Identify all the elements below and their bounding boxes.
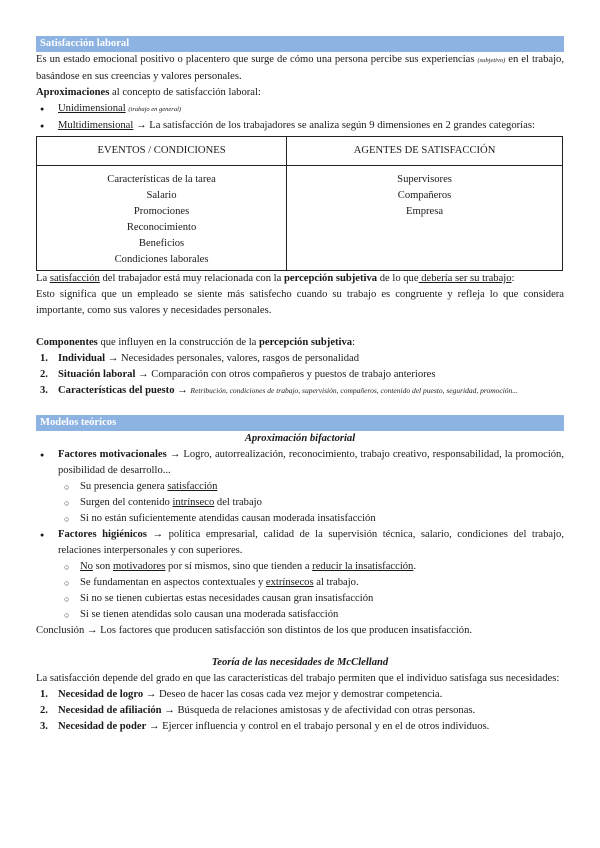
table-item: Salario (146, 190, 177, 201)
list-item: ● Multidimensional → La satisfacción de los trabajadores se analiza según 9 dimensiones en 2 grandes categorías: (36, 118, 564, 134)
approaches-list (36, 101, 564, 134)
components-line: Componentes que influyen en la construcción de la percepción subjetiva: (36, 337, 356, 348)
table-item: Reconocimiento (126, 222, 197, 233)
table-item: Características de la tarea (107, 174, 216, 185)
document-page (36, 36, 564, 735)
list-item: 2. Situación laboral → Comparación con otros compañeros y puestos de trabajo anteriores (40, 369, 436, 380)
needs-list (36, 687, 564, 735)
list-item: ○ Surgen del contenido intrínseco del trabajo (36, 495, 564, 511)
approaches-line: Aproximaciones al concepto de satisfacción laboral: (36, 87, 261, 98)
motivational-sublist (36, 479, 564, 527)
list-item: ○ Si se tienen atendidas solo causan una moderada satisfacción (36, 607, 564, 623)
table-item: Compañeros (397, 190, 452, 201)
section-title-modelos: Modelos teóricos (36, 415, 564, 431)
hygienic-sublist (36, 559, 564, 623)
list-item: 3. Necesidad de poder → Ejercer influencia y control en el trabajo personal y en el de otros individuos. (40, 721, 490, 732)
table-header-eventos: EVENTOS / CONDICIONES (37, 137, 287, 166)
list-item: ● Unidimensional (trabajo en general) (36, 101, 564, 118)
table-cell-eventos (37, 166, 287, 271)
list-item: ○ Si no se tienen cubiertas estas necesidades causan gran insatisfacción (36, 591, 564, 607)
table-cell-agentes (287, 166, 563, 271)
section-title-satisfaccion: Satisfacción laboral (36, 36, 564, 52)
intro-note: (subjetivo) (477, 57, 506, 64)
conclusion-line: Conclusión → Los factores que producen satisfacción son distintos de los que producen insatisfacción. (36, 625, 473, 636)
table-item: Beneficios (138, 238, 185, 249)
list-item: ○ Si no están suficientemente atendidas causan moderada insatisfacción (36, 511, 564, 527)
table-item: Condiciones laborales (114, 254, 209, 265)
table-item: Promociones (133, 206, 190, 217)
dimensions-table (36, 136, 563, 271)
list-item: 3. Características del puesto → Retribución, condiciones de trabajo, supervisión, compañeros, contenido del puesto, seguridad, promoción... (40, 385, 518, 396)
list-item: ○ Se fundamentan en aspectos contextuales y extrínsecos al trabajo. (36, 575, 564, 591)
list-item: ● Factores motivacionales → Logro, autorrealización, reconocimiento, trabajo creativo, responsabilidad, la promoción, posibilidad de desarrollo... (36, 447, 564, 479)
components-list (36, 351, 564, 399)
mcclelland-title: Teoría de las necesidades de McClelland (211, 657, 389, 668)
hygienic-list (36, 527, 564, 559)
table-header-agentes: AGENTES DE SATISFACCIÓN (287, 137, 563, 166)
meaning-paragraph: Esto significa que un empleado se siente más satisfecho cuando su trabajo es congruente y refleja lo que considera importante, como sus valores y necesidades personales. (36, 289, 564, 316)
intro-paragraph: Es un estado emocional positivo o placentero que surge de cómo una persona percibe sus experiencias (subjetivo) en el trabajo, basándose en sus creencias y valores personales. (36, 54, 564, 82)
table-item: Empresa (406, 206, 444, 217)
table-item: Supervisores (397, 174, 452, 185)
mcclelland-intro: La satisfacción depende del grado en que las características del trabajo permiten que el individuo satisfaga sus necesidades: (36, 673, 560, 684)
list-item: ○ Su presencia genera satisfacción (36, 479, 564, 495)
bifactorial-list (36, 447, 564, 479)
bifactorial-title: Aproximación bifactorial (244, 433, 356, 444)
list-item: 2. Necesidad de afiliación → Búsqueda de relaciones amistosas y de afectividad con otras personas. (40, 705, 476, 716)
list-item: ○ No son motivadores por sí mismos, sino que tienden a reducir la insatisfacción. (36, 559, 564, 575)
relation-line: La satisfacción del trabajador está muy relacionada con la percepción subjetiva de lo que debería ser su trabajo: (36, 273, 515, 284)
list-item: ● Factores higiénicos → política empresarial, calidad de la supervisión técnica, salario, condiciones del trabajo, relaciones interpersonales y con superiores. (36, 527, 564, 559)
list-item: 1. Individual → Necesidades personales, valores, rasgos de personalidad (40, 353, 359, 364)
list-item: 1. Necesidad de logro → Deseo de hacer las cosas cada vez mejor y demostrar competencia. (40, 689, 443, 700)
